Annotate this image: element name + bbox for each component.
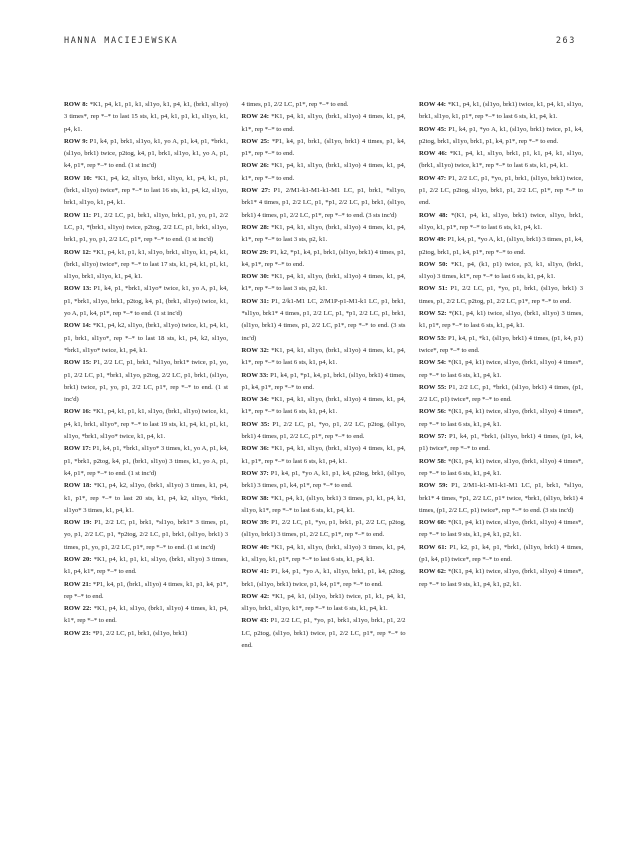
- pattern-row: [419, 566, 583, 591]
- row-label: ROW 43:: [241, 617, 269, 625]
- row-label: ROW 11:: [64, 211, 92, 219]
- row-instructions: P1, k4, p1, *brk1, (sl1yo, brk1) 4 times, (p1, k4, p1) twice*, rep *–* to end.: [419, 433, 583, 453]
- pattern-row: [242, 160, 406, 185]
- pattern-row: [242, 542, 406, 567]
- row-instructions: *K1, p4, k1, (sl1yo, brk1) twice, k1, p4, k1, sl1yo, brk1, sl1yo, k1, p1*, rep *–* to last 6 sts, k1, p4, k1.: [419, 101, 583, 121]
- pattern-row: [64, 320, 228, 357]
- pattern-row: [419, 283, 583, 308]
- row-label: ROW 25:: [241, 137, 270, 145]
- pattern-row: [419, 382, 583, 407]
- row-instructions: P1, k4, p1, *brk1, sl1yo* twice, k1, yo A, p1, k4, p1, *brk1, sl1yo, brk1, p2tog, k4, p1, (brk1, sl1yo) twice, k1, yo A, p1, k4, p1*, rep *–* to end. (1 st inc'd): [64, 285, 228, 318]
- row-label: ROW 52:: [419, 310, 447, 318]
- pattern-row: [419, 406, 583, 431]
- pattern-row: [419, 259, 583, 284]
- row-instructions: *K1, p4, k1, sl1yo, (brk1, sl1yo) 4 times, k1, p4, k1*, rep *–* to end.: [241, 162, 406, 182]
- row-instructions: *(K1, p4, k1, sl1yo, brk1) twice, sl1yo, brk1, sl1yo, k1, p1*, rep *–* to last 6 sts, k1, p4, k1.: [419, 211, 583, 231]
- pattern-row: [64, 99, 228, 136]
- row-instructions: *(K1, p4, k1) twice, sl1yo, (brk1, sl1yo) 4 times*, rep *–* to last 6 sts, k1, p4, k1.: [419, 408, 583, 428]
- author-name: HANNA MACIEJEWSKA: [64, 36, 179, 46]
- row-instructions: P1, k4, p1, *p1, k4, p1, brk1, (sl1yo, brk1) 4 times, p1, k4, p1*, rep *–* to end.: [241, 371, 406, 391]
- pattern-row: [64, 406, 228, 443]
- pattern-row: [242, 345, 406, 370]
- pattern-row: [419, 357, 583, 382]
- row-instructions: *K1, p4, k2, sl1yo, brk1, sl1yo, k1, p4, k1, p1, (brk1, sl1yo) twice*, rep *–* to last 16 sts, k1, p4, k2, sl1yo, brk1, sl1yo, k1, p4, k1.: [64, 174, 228, 207]
- pattern-row: [242, 136, 406, 161]
- pattern-row: [419, 480, 583, 517]
- row-label: ROW 48:: [419, 211, 448, 219]
- row-label: ROW 57:: [419, 433, 447, 441]
- row-instructions: *(K1, p4, k1) twice, sl1yo, (brk1, sl1yo) 4 times*, rep *–* to last 6 sts, k1, p4, k1.: [419, 359, 583, 379]
- row-instructions: P1, k4, p1, *yo A, k1, sl1yo, brk1, p1, k4, p2tog, brk1, (sl1yo, brk1) twice, p1, k4, p1*, rep *–* to end.: [241, 568, 406, 588]
- row-label: ROW 60:: [419, 519, 447, 527]
- running-head: [64, 36, 576, 46]
- row-instructions: *K1, p4, k1, p1, k1, sl1yo, k1, p4, k1, (brk1, sl1yo) 3 times*, rep *–* to last 15 sts, k1, p4, k1, p1, k1, sl1yo, k1, p4, k1.: [64, 101, 228, 133]
- row-instructions: P1, 2/2 LC, p1, brk1, *sl1yo, brk1* 3 times, p1, yo, p1, 2/2 LC, p1, *p2tog, 2/2 LC, p1, brk1, (sl1yo, brk1) 3 times, p1, yo, p1, 2/2 LC, p1*, rep *–* to end. (1 st inc'd): [64, 519, 228, 551]
- row-label: ROW 54:: [419, 359, 447, 367]
- pattern-row: [242, 370, 406, 395]
- row-instructions: P1, 2/2 LC, p1, *yo, p1, brk1, p1, 2/2 LC, p2tog, (sl1yo, brk1) 3 times, p1, 2/2 LC, p1*, rep *–* to end.: [241, 519, 406, 539]
- row-instructions: *K1, p4, k1, (sl1yo, brk1) 3 times, p1, k1, p4, k1, sl1yo, k1*, rep *–* to last 6 sts, k1, p4, k1.: [241, 494, 406, 514]
- pattern-row: [64, 443, 228, 480]
- row-label: ROW 44:: [419, 101, 447, 108]
- pattern-row: [242, 591, 406, 616]
- row-label: ROW 22:: [64, 605, 92, 613]
- row-label: ROW 29:: [241, 248, 269, 256]
- row-label: ROW 32:: [241, 346, 269, 354]
- row-label: ROW 62:: [419, 568, 447, 576]
- pattern-row: [64, 283, 228, 320]
- pattern-row: [242, 443, 406, 468]
- pattern-row: [242, 615, 406, 652]
- pattern-row: [64, 136, 228, 173]
- row-instructions: P1, k4, p1, *yo A, k1, (sl1yo, brk1) 3 times, p1, k4, p2tog, brk1, p1, k4, p1*, rep *–* to end.: [419, 236, 584, 256]
- pattern-row: [419, 517, 583, 542]
- row-instructions: *K1, p4, k1, sl1yo, (brk1, sl1yo) 4 times, k1, p4, k1*, rep *–* to last 3 sts, p2, k1.: [241, 273, 406, 293]
- row-label: ROW 16:: [64, 408, 92, 416]
- row-label: ROW 31:: [241, 297, 269, 305]
- row-instructions: *K1, p4, (k1, p1) twice, p3, k1, sl1yo, (brk1, sl1yo) 3 times, k1*, rep *–* to last 6 sts, k1, p4, k1.: [419, 260, 583, 281]
- row-label: ROW 45:: [419, 125, 447, 133]
- row-instructions: P1, k4, p1, *brk1, sl1yo* 3 times, k1, yo A, p1, k4, p1, *brk1, p2tog, k4, p1, (brk1, sl1yo) 3 times, k1, yo A, p1, k4, p1*, rep *–* to end. (1 st inc'd): [64, 445, 228, 477]
- row-label: ROW 20:: [64, 555, 92, 563]
- row-label: ROW 40:: [241, 543, 269, 551]
- row-instructions: *(K1, p4, k1) twice, sl1yo, (brk1, sl1yo) 3 times, k1, p1*, rep *–* to last 6 sts, k1, p4, k1.: [419, 310, 583, 330]
- column-3: [419, 99, 583, 841]
- column-1: [64, 99, 228, 841]
- row-label: ROW 53:: [419, 334, 447, 342]
- row-instructions: P1, k2, *p1, k4, p1, brk1, (sl1yo, brk1) 4 times, p1, k4, p1*, rep *–* to end.: [241, 248, 406, 268]
- pattern-row: [242, 222, 406, 247]
- row-label: ROW 10:: [64, 174, 92, 182]
- row-label: ROW 47:: [419, 174, 447, 182]
- pattern-row: [242, 296, 406, 345]
- row-instructions: *K1, p4, k1, p1, k1, sl1yo, (brk1, sl1yo) 3 times, k1, p4, k1*, rep *–* to end.: [64, 555, 228, 576]
- pattern-row: [64, 517, 228, 554]
- row-label: ROW 59:: [419, 482, 448, 490]
- pattern-row: [242, 394, 406, 419]
- pattern-row: [242, 111, 406, 136]
- row-label: ROW 56:: [419, 408, 447, 416]
- row-instructions: P1, 2/M1-k1-M1-k1-M1 LC, p1, brk1, *sl1yo, brk1* 4 times, *p1, 2/2 LC, p1* twice, *brk1, (sl1yo, brk1) 4 times, (p1, 2/2 LC, p1) twice*, rep *–* to end. (3 sts inc'd): [419, 482, 583, 514]
- row-label: ROW 38:: [241, 494, 269, 502]
- row-instructions: *K1, p4, k2, sl1yo, (brk1, sl1yo) 3 times, k1, p4, k1, p1*, rep *–* to last 20 sts, k1, p4, k2, sl1yo, *brk1, sl1yo* 3 times, k1, p4, k1.: [64, 482, 228, 514]
- pattern-row: [64, 628, 228, 640]
- row-instructions: *K1, p4, k1, sl1yo, (brk1, sl1yo) 3 times, k1, p4, k1, sl1yo, k1, p1*, rep *–* to last 6 sts, k1, p4, k1.: [241, 543, 406, 563]
- row-instructions: *K1, p4, k1, sl1yo, (brk1, sl1yo) 4 times, k1, p4, k1*, rep *–* to end.: [64, 605, 228, 625]
- pattern-row: [64, 210, 228, 247]
- row-instructions: P1, k4, p1, brk1, sl1yo, k1, yo A, p1, k4, p1, *brk1, (sl1yo, brk1) twice, p2tog, k4, p1, brk1, sl1yo, k1, yo A, p1, k4, p1*, rep *–* to end. (1 st inc'd): [64, 137, 228, 170]
- pattern-row: [64, 357, 228, 406]
- row-instructions: P1, 2/2 LC, p1, *yo, p1, brk1, (sl1yo, brk1) twice, p1, 2/2 LC, p2tog, sl1yo, brk1, p1, 2/2 LC, p1*, rep *–* to end.: [419, 174, 583, 207]
- row-label: ROW 46:: [419, 150, 447, 158]
- row-instructions: *K1, p4, k1, sl1yo, (brk1, sl1yo) 4 times, k1, p4, k1*, rep *–* to last 6 sts, k1, p4, k1.: [241, 346, 406, 367]
- row-instructions: P1, 2/2 LC, p1, *yo, p1, 2/2 LC, p2tog, (sl1yo, brk1) 4 times, p1, 2/2 LC, p1*, rep *–* to end.: [241, 420, 406, 441]
- row-instructions: *(K1, p4, k1) twice, sl1yo, (brk1, sl1yo) 4 times*, rep *–* to last 9 sts, k1, p4, k1, p2, k1.: [419, 519, 583, 539]
- row-label: ROW 24:: [241, 113, 269, 121]
- row-label: ROW 27:: [241, 187, 271, 195]
- row-label: ROW 37:: [241, 469, 269, 477]
- row-instructions: *K1, p4, k1, sl1yo, (brk1, sl1yo) 4 times, k1, p4, k1*, rep *–* to end.: [241, 113, 406, 133]
- row-label: ROW 61:: [419, 543, 447, 551]
- row-label: ROW 58:: [419, 457, 447, 465]
- row-label: ROW 9:: [64, 137, 88, 145]
- pattern-row: [419, 542, 583, 567]
- pattern-row: [419, 333, 583, 358]
- pattern-row: [242, 493, 406, 518]
- row-label: ROW 50:: [419, 260, 448, 268]
- pattern-row: [419, 431, 583, 456]
- row-label: ROW 13:: [64, 285, 92, 293]
- pattern-row: [419, 234, 583, 259]
- row-instructions: *P1, k4, p1, brk1, (sl1yo, brk1) 4 times, p1, k4, p1*, rep *–* to end.: [241, 137, 406, 158]
- pattern-row: [242, 247, 406, 272]
- row-label: ROW 14:: [64, 322, 92, 330]
- pattern-row: [64, 579, 228, 604]
- text-columns: [64, 99, 583, 841]
- row-label: ROW 15:: [64, 359, 92, 367]
- row-label: ROW 36:: [241, 445, 269, 453]
- row-instructions: *K1, p4, k1, p1, k1, sl1yo, (brk1, sl1yo) twice, k1, p4, k1, brk1, sl1yo*, rep *–* to last 19 sts, k1, p4, k1, p1, k1, sl1yo, *brk1, sl1yo* twice, k1, p4, k1.: [64, 408, 228, 441]
- pattern-row: [419, 308, 583, 333]
- row-instructions: P1, 2/2 LC, p1, brk1, *sl1yo, brk1* twice, p1, yo, p1, 2/2 LC, p1, *brk1, sl1yo, p2tog, 2/2 LC, p1, brk1, (sl1yo, brk1) twice, p1, yo, p1, 2/2 LC, p1*, rep *–* to end. (1 st inc'd): [64, 359, 228, 404]
- row-label: ROW 18:: [64, 482, 92, 490]
- column-2: [242, 99, 406, 841]
- row-label: ROW 12:: [64, 248, 92, 256]
- pattern-row: [419, 173, 583, 210]
- row-instructions: P1, 2/2 LC, p1, *brk1, (sl1yo, brk1) 4 times, (p1, 2/2 LC, p1) twice*, rep *–* to end.: [419, 383, 583, 404]
- row-label: ROW 34:: [241, 396, 269, 404]
- row-instructions: *(K1, p4, k1) twice, sl1yo, (brk1, sl1yo) 4 times*, rep *–* to last 9 sts, k1, p4, k1, p2, k1.: [419, 568, 583, 588]
- row-label: ROW 23:: [64, 629, 91, 637]
- row-instructions: *K1, p4, k1, p1, k1, sl1yo, brk1, sl1yo, k1, p4, k1, (brk1, sl1yo) twice*, rep *–* to last 17 sts, k1, p4, k1, p1, k1, sl1yo, brk1, sl1yo, k1, p4, k1.: [64, 248, 228, 281]
- pattern-row: [419, 148, 583, 173]
- row-instructions: P1, k4, p1, *yo A, k1, (sl1yo, brk1) twice, p1, k4, p2tog, brk1, sl1yo, brk1, p1, k4, p1*, rep *–* to end.: [419, 125, 583, 145]
- row-label: ROW 49:: [419, 236, 446, 244]
- row-label: ROW 17:: [64, 445, 91, 453]
- row-instructions: *K1, p4, k1, sl1yo, (brk1, sl1yo) 4 times, k1, p4, k1*, rep *–* to last 3 sts, p2, k1.: [241, 223, 406, 244]
- pattern-row: [419, 210, 583, 235]
- pattern-row: [64, 480, 228, 517]
- row-instructions: P1, 2/k1-M1 LC, 2/M1P-p1-M1-k1 LC, p1, brk1, *sl1yo, brk1* 4 times, p1, 2/2 LC, p1, *p1, 2/2 LC, p1, brk1, (sl1yo, brk1) 4 times, p1, 2/2 LC, p1*, rep *–* to end. (3 sts inc'd): [241, 297, 406, 342]
- page-number: 263: [555, 36, 576, 46]
- pattern-row: [64, 173, 228, 210]
- row-label: ROW 21:: [64, 580, 92, 588]
- pattern-row: [64, 554, 228, 579]
- row-instructions: *P1, k4, p1, (brk1, sl1yo) 4 times, k1, p1, k4, p1*, rep *–* to end.: [64, 580, 228, 600]
- pattern-row: [419, 99, 583, 124]
- pattern-row: [242, 185, 406, 222]
- row-label: ROW 39:: [241, 519, 269, 527]
- pattern-row: [64, 603, 228, 628]
- row-label: ROW 8:: [64, 101, 88, 108]
- row-instructions: P1, 2/2 LC, p1, *yo, p1, brk1, (sl1yo, brk1) 3 times, p1, 2/2 LC, p2tog, p1, 2/2 LC, p1*, rep *–* to end.: [419, 285, 584, 305]
- pattern-row: [242, 419, 406, 444]
- row-instructions: *K1, p4, k1, sl1yo, (brk1, sl1yo) 4 times, k1, p4, k1, p1*, rep *–* to last 6 sts, k1, p4, k1.: [241, 445, 406, 465]
- row-label: ROW 33:: [241, 371, 269, 379]
- row-instructions: *(K1, p4, k1) twice, sl1yo, (brk1, sl1yo) 4 times*, rep *–* to last 6 sts, k1, p4, k1.: [419, 457, 583, 477]
- row-label: ROW 41:: [241, 568, 269, 576]
- row-instructions: *K1, p4, k1, sl1yo, (brk1, sl1yo) 4 times, k1, p4, k1*, rep *–* to last 6 sts, k1, p4, k1.: [241, 396, 406, 416]
- row-instructions: P1, k4, p1, *k1, (sl1yo, brk1) 4 times, (p1, k4, p1) twice*, rep *–* to end.: [419, 334, 583, 354]
- row-instructions: P1, 2/M1-k1-M1-k1-M1 LC, p1, brk1, *sl1yo, brk1* 4 times, p1, 2/2 LC, p1, *p1, 2/2 LC, p1, brk1, (sl1yo, brk1) 4 times, p1, 2/2 LC, p1*, rep *–* to end. (3 sts inc'd): [241, 187, 406, 219]
- row-instructions: *P1, 2/2 LC, p1, brk1, (sl1yo, brk1): [92, 629, 188, 637]
- pattern-row: [242, 99, 406, 111]
- row-label: ROW 30:: [241, 273, 269, 281]
- row-instructions: *K1, p4, k1, sl1yo, brk1, p1, k1, p4, k1, sl1yo, (brk1, sl1yo) twice, k1*, rep *–* to last 6 sts, k1, p4, k1.: [419, 150, 583, 170]
- row-instructions: *K1, p4, k2, sl1yo, (brk1, sl1yo) twice, k1, p4, k1, p1, brk1, sl1yo*, rep *–* to last 18 sts, k1, p4, k2, sl1yo, *brk1, sl1yo* twice, k1, p4, k1.: [64, 322, 228, 354]
- row-instructions: P1, k4, p1, *yo A, k1, p1, k4, p2tog, brk1, (sl1yo, brk1) 3 times, p1, k4, p1*, rep *–* to end.: [241, 469, 406, 490]
- row-instructions: *K1, p4, k1, (sl1yo, brk1) twice, p1, k1, p4, k1, sl1yo, brk1, sl1yo, k1*, rep *–* to last 6 sts, k1, p4, k1.: [241, 592, 406, 613]
- row-label: ROW 35:: [241, 420, 270, 428]
- row-instructions: P1, 2/2 LC, p1, brk1, sl1yo, brk1, p1, yo, p1, 2/2 LC, p1, *(brk1, sl1yo) twice, p2tog, 2/2 LC, p1, brk1, sl1yo, brk1, p1, yo, p1, 2/2 LC, p1*, rep *–* to end. (1 st inc'd): [64, 211, 228, 244]
- row-instructions: P1, 2/2 LC, p1, *yo, p1, brk1, sl1yo, brk1, p1, 2/2 LC, p2tog, (sl1yo, brk1) twice, p1, 2/2 LC, p1*, rep *–* to end.: [241, 617, 406, 650]
- row-label: ROW 55:: [419, 383, 447, 391]
- pattern-row: [242, 271, 406, 296]
- row-label: ROW 42:: [241, 592, 270, 600]
- pattern-row: [242, 517, 406, 542]
- row-label: ROW 28:: [241, 223, 269, 231]
- pattern-row: [242, 468, 406, 493]
- row-label: ROW 19:: [64, 519, 92, 527]
- pattern-row: [242, 566, 406, 591]
- row-instructions: 4 times, p1, 2/2 LC, p1*, rep *–* to end.: [241, 101, 349, 108]
- row-label: ROW 26:: [241, 162, 269, 170]
- row-label: ROW 51:: [419, 285, 448, 293]
- row-instructions: P1, k2, p1, k4, p1, *brk1, (sl1yo, brk1) 4 times, (p1, k4, p1) twice*, rep *–* to end.: [419, 543, 583, 563]
- pattern-row: [419, 456, 583, 481]
- pattern-row: [419, 124, 583, 149]
- pattern-row: [64, 247, 228, 284]
